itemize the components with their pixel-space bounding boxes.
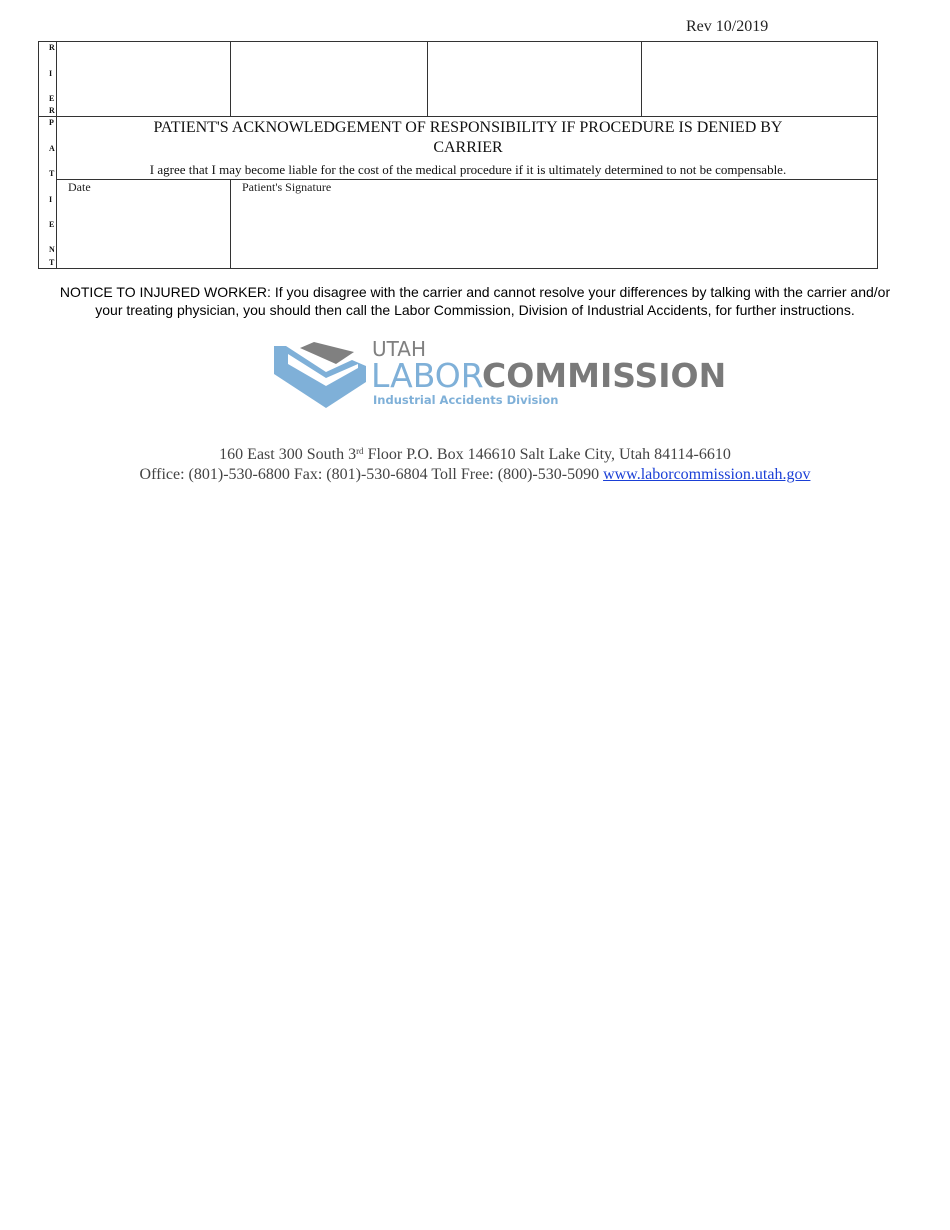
- patient-letter: T: [49, 169, 55, 178]
- patient-letter: T: [49, 258, 55, 267]
- patient-letter: E: [49, 220, 55, 229]
- logo-state: UTAH: [372, 337, 427, 361]
- patient-letter: N: [49, 245, 55, 254]
- logo-word-labor: LABOR: [371, 356, 484, 395]
- carrier-letter: E: [49, 94, 55, 103]
- contact-numbers: Office: (801)-530-6800 Fax: (801)-530-6804 Toll Free: (800)-530-5090: [139, 466, 604, 483]
- carrier-col-divider-3: [641, 42, 642, 116]
- signature-row-divider: [56, 179, 877, 180]
- revision-date: Rev 10/2019: [686, 18, 769, 35]
- patient-letter: P: [49, 118, 54, 127]
- website-link[interactable]: www.laborcommission.utah.gov: [603, 466, 811, 483]
- carrier-col-divider-1: [230, 42, 231, 116]
- address-part1: 160 East 300 South 3: [219, 446, 357, 463]
- signature-col-divider: [230, 179, 231, 268]
- carrier-letter: R: [49, 106, 55, 115]
- patient-letter: I: [49, 195, 53, 204]
- address-line: [0, 441, 950, 465]
- carrier-col-divider-2: [427, 42, 428, 116]
- labor-commission-logo: [274, 337, 727, 413]
- logo-word-commission: COMMISSION: [482, 356, 727, 395]
- carrier-letter: R: [49, 43, 55, 52]
- signature-label: Patient's Signature: [242, 180, 332, 194]
- section-divider: [39, 116, 877, 117]
- acknowledgement-title: [57, 118, 879, 158]
- date-label: Date: [68, 180, 91, 194]
- notice-line2: your treating physician, you should then call the Labor Commission, Division of Industrial Accidents, for further instructions.: [95, 302, 855, 318]
- form-table: [38, 41, 878, 269]
- acknowledgement-statement: I agree that I may become liable for the cost of the medical procedure if it is ultimately determined to not be compensable.: [149, 162, 787, 177]
- patient-letter: A: [49, 144, 55, 153]
- notice-to-injured-worker: [40, 283, 910, 319]
- footer-address: [0, 441, 950, 485]
- contact-line: [0, 465, 950, 485]
- acknowledgement-title-line1: PATIENT'S ACKNOWLEDGEMENT OF RESPONSIBILITY IF PROCEDURE IS DENIED BY: [153, 119, 783, 136]
- carrier-letter: I: [49, 69, 53, 78]
- logo-division: Industrial Accidents Division: [373, 393, 559, 407]
- acknowledgement-title-line2: CARRIER: [433, 139, 503, 156]
- address-sup: rd: [356, 446, 364, 456]
- notice-line1: NOTICE TO INJURED WORKER: If you disagree with the carrier and cannot resolve your differences by talking with the carrier and/or: [59, 284, 891, 300]
- address-part2: Floor P.O. Box 146610 Salt Lake City, Utah 84114-6610: [363, 446, 731, 463]
